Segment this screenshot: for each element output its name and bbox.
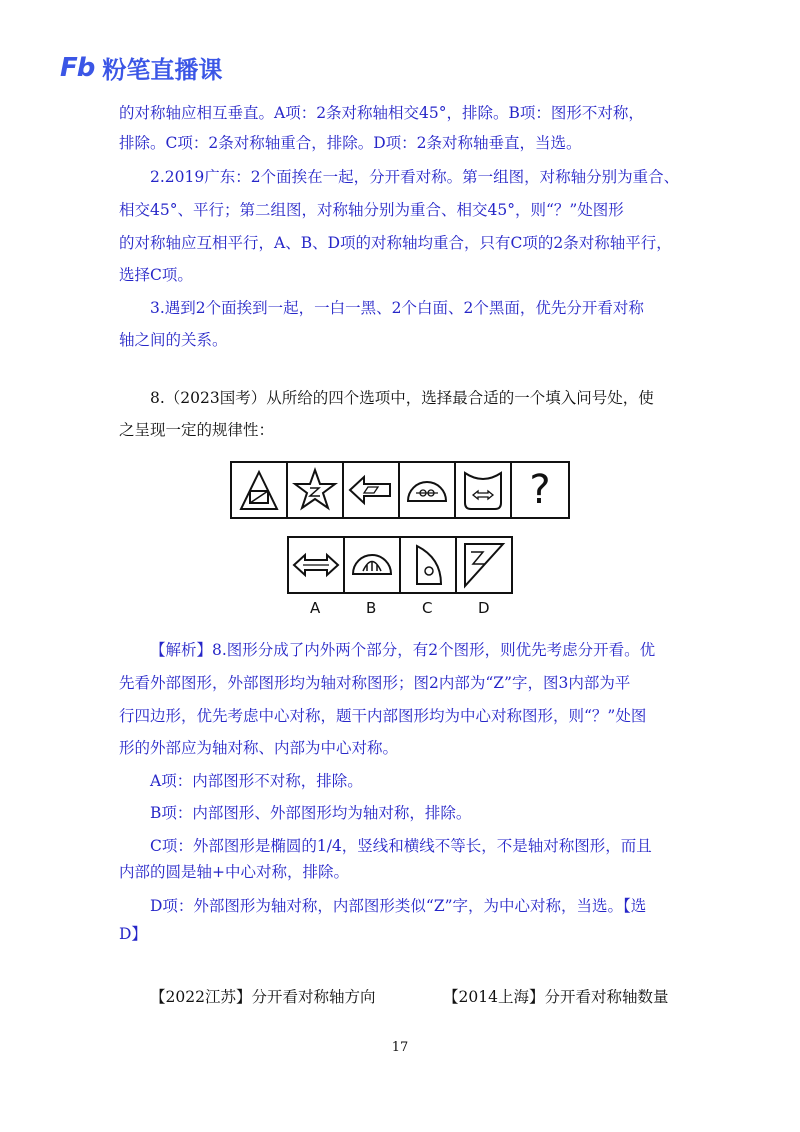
analysis-line-6: B项：内部图形、外部图形均为轴对称，排除。 <box>150 804 472 822</box>
option-label-d: D <box>478 599 490 617</box>
figure-cell-1 <box>230 461 288 519</box>
figure-cell-4 <box>398 461 456 519</box>
analysis-line-10: D】 <box>119 925 147 943</box>
answer-line-4: 相交45°、平行；第二组图，对称轴分别为重合、相交45°，则“？”处图形 <box>119 201 624 219</box>
figure-cell-3 <box>342 461 400 519</box>
option-a-figure <box>287 536 345 594</box>
page-number: 17 <box>391 1040 409 1055</box>
question-line-1: 8.（2023国考）从所给的四个选项中，选择最合适的一个填入问号处，使 <box>150 389 654 407</box>
analysis-line-4: 形的外部应为轴对称、内部为中心对称。 <box>119 739 399 757</box>
analysis-line-3: 行四边形，优先考虑中心对称，题干内部图形均为中心对称图形，则“？”处图 <box>119 707 647 725</box>
answer-line-2: 排除。C项：2条对称轴重合，排除。D项：2条对称轴垂直，当选。 <box>119 134 582 152</box>
option-c-figure <box>399 536 457 594</box>
option-d-figure <box>455 536 513 594</box>
answer-line-7: 3.遇到2个面挨到一起，一白一黑、2个白面、2个黑面，优先分开看对称 <box>150 299 644 317</box>
question-mark: ? <box>529 467 551 513</box>
answer-line-6: 选择C项。 <box>119 266 193 284</box>
option-label-c: C <box>422 599 433 617</box>
figure-cell-6 <box>510 461 570 519</box>
analysis-line-5: A项：内部图形不对称，排除。 <box>150 772 363 790</box>
figure-cell-5 <box>454 461 512 519</box>
options-figure <box>287 536 517 594</box>
answer-line-8: 轴之间的关系。 <box>119 331 228 349</box>
brand-logo <box>60 50 222 85</box>
analysis-line-9: D项：外部图形为轴对称，内部图形类似“Z”字，为中心对称，当选。【选 <box>150 897 647 915</box>
logo-mark: Fb <box>60 52 95 83</box>
analysis-line-8: 内部的圆是轴+中心对称，排除。 <box>119 863 349 881</box>
concave-shape-icon <box>456 463 510 517</box>
logo-text: 粉笔直播课 <box>102 56 223 84</box>
double-arrow-icon <box>289 538 343 592</box>
semicircle-icon <box>400 463 454 517</box>
quarter-ellipse-icon <box>401 538 455 592</box>
analysis-line-1: 【解析】8.图形分成了内外两个部分，有2个图形，则优先考虑分开看。优 <box>150 641 656 659</box>
question-figure <box>230 461 570 519</box>
answer-line-5: 的对称轴应互相平行，A、B、D项的对称轴均重合，只有C项的2条对称轴平行， <box>119 234 672 252</box>
question-line-2: 之呈现一定的规律性： <box>119 421 275 439</box>
star-icon <box>288 463 342 517</box>
option-label-a: A <box>310 599 321 617</box>
figure-cell-2 <box>286 461 344 519</box>
semicircle-icon <box>345 538 399 592</box>
analysis-line-7: C项：外部图形是椭圆的1/4，竖线和横线不等长，不是轴对称图形，而且 <box>150 837 652 855</box>
triangle-square-icon <box>232 463 286 517</box>
option-label-b: B <box>366 599 377 617</box>
analysis-line-2: 先看外部图形，外部图形均为轴对称图形；图2内部为“Z”字，图3内部为平 <box>119 674 631 692</box>
right-triangle-icon <box>457 538 511 592</box>
topic-right: 【2014上海】分开看对称轴数量 <box>443 988 669 1006</box>
option-b-figure <box>343 536 401 594</box>
answer-line-3: 2.2019广东：2个面挨在一起，分开看对称。第一组图，对称轴分别为重合、 <box>150 168 680 186</box>
left-arrow-icon <box>344 463 398 517</box>
answer-line-1: 的对称轴应相互垂直。A项：2条对称轴相交45°，排除。B项：图形不对称， <box>119 104 644 122</box>
topic-left: 【2022江苏】分开看对称轴方向 <box>150 988 376 1006</box>
